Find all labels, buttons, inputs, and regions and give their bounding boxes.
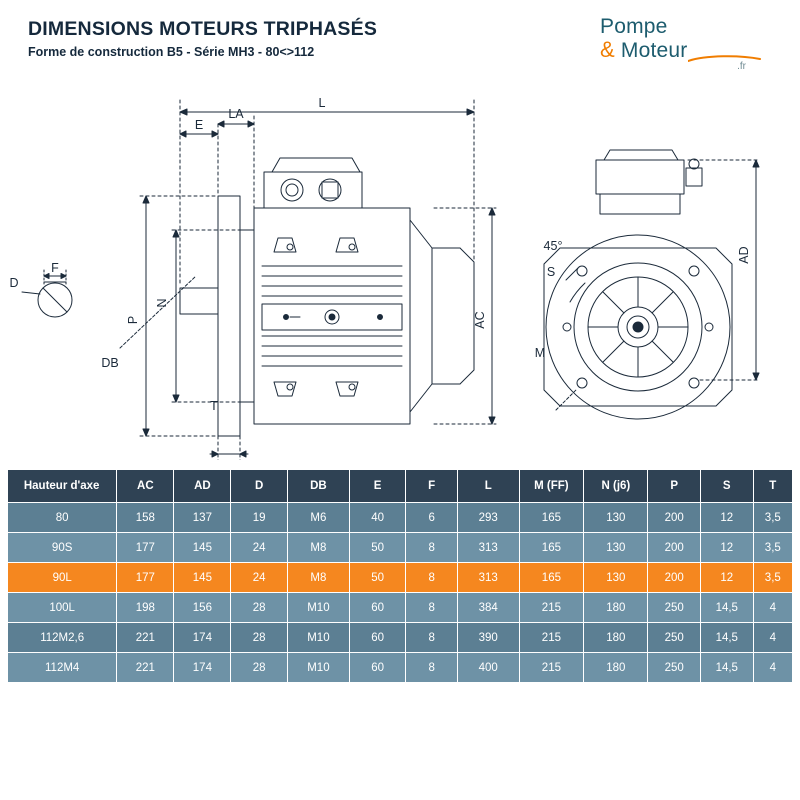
col-header-hauteur-daxe: Hauteur d'axe [8, 470, 117, 503]
table-cell: 198 [117, 593, 174, 623]
table-cell: 215 [519, 623, 584, 653]
table-cell: 145 [174, 533, 231, 563]
page-subtitle: Forme de construction B5 - Série MH3 - 80<>112 [28, 45, 315, 59]
table-cell: 250 [648, 623, 700, 653]
table-cell: M10 [287, 623, 349, 653]
col-header-p: P [648, 470, 700, 503]
title-block [28, 18, 377, 59]
table-row [8, 503, 792, 533]
table-cell: 180 [584, 653, 648, 683]
col-header-l: L [457, 470, 519, 503]
dimensions-table-container [8, 470, 792, 683]
col-header-f: F [406, 470, 457, 503]
table-cell: 8 [406, 533, 457, 563]
table-cell: M10 [287, 653, 349, 683]
shaft-detail-view [22, 270, 72, 317]
table-cell-hauteur-daxe: 80 [8, 503, 117, 533]
col-header-m-ff: M (FF) [519, 470, 584, 503]
drawing-svg [0, 80, 800, 460]
table-cell: 250 [648, 653, 700, 683]
page-header [0, 0, 800, 88]
table-row [8, 563, 792, 593]
table-cell: 28 [231, 593, 288, 623]
table-cell: 28 [231, 653, 288, 683]
table-cell: 3,5 [753, 503, 792, 533]
dim-label-E: E [194, 118, 204, 132]
col-header-n-j6: N (j6) [584, 470, 648, 503]
technical-drawing [0, 80, 800, 460]
logo-swoosh-icon [688, 54, 762, 64]
table-cell: 156 [174, 593, 231, 623]
table-cell: 215 [519, 653, 584, 683]
table-cell: 14,5 [700, 593, 753, 623]
table-row [8, 653, 792, 683]
table-cell: 130 [584, 503, 648, 533]
motor-front-view [544, 150, 732, 419]
table-cell: 4 [753, 653, 792, 683]
table-cell: 8 [406, 653, 457, 683]
table-cell: 400 [457, 653, 519, 683]
col-header-d: D [231, 470, 288, 503]
table-cell: 174 [174, 623, 231, 653]
logo-tld: .fr [737, 61, 746, 72]
table-cell: 50 [349, 563, 406, 593]
table-row [8, 533, 792, 563]
table-cell: 24 [231, 533, 288, 563]
table-cell: 40 [349, 503, 406, 533]
table-cell: 390 [457, 623, 519, 653]
table-cell: 6 [406, 503, 457, 533]
table-cell: 174 [174, 653, 231, 683]
logo-line2-text: Moteur [620, 39, 688, 62]
dim-label-AD: AD [737, 246, 751, 264]
table-cell: 313 [457, 533, 519, 563]
table-cell-hauteur-daxe: 100L [8, 593, 117, 623]
table-cell: 180 [584, 593, 648, 623]
table-cell-hauteur-daxe: 112M2,6 [8, 623, 117, 653]
table-row [8, 623, 792, 653]
table-cell: 221 [117, 653, 174, 683]
table-cell: 8 [406, 563, 457, 593]
table-cell-hauteur-daxe: 90L [8, 563, 117, 593]
table-cell: 221 [117, 623, 174, 653]
table-cell: 200 [648, 503, 700, 533]
dim-label-AC: AC [473, 311, 487, 329]
table-cell: 200 [648, 563, 700, 593]
table-cell-hauteur-daxe: 90S [8, 533, 117, 563]
col-header-e: E [349, 470, 406, 503]
table-cell: 12 [700, 563, 753, 593]
col-header-s: S [700, 470, 753, 503]
logo-line1: Pompe [600, 15, 668, 38]
table-cell: 177 [117, 563, 174, 593]
table-cell: 14,5 [700, 623, 753, 653]
table-cell: 200 [648, 533, 700, 563]
table-cell: 28 [231, 623, 288, 653]
table-cell: 313 [457, 563, 519, 593]
table-cell: 165 [519, 533, 584, 563]
table-cell: 3,5 [753, 533, 792, 563]
table-cell: 4 [753, 593, 792, 623]
col-header-db: DB [287, 470, 349, 503]
table-cell: M8 [287, 533, 349, 563]
table-cell: 130 [584, 533, 648, 563]
col-header-ac: AC [117, 470, 174, 503]
dim-label-D: D [9, 276, 19, 290]
table-cell: 177 [117, 533, 174, 563]
table-cell: 14,5 [700, 653, 753, 683]
brand-logo [600, 16, 778, 74]
table-cell: 158 [117, 503, 174, 533]
table-cell: 180 [584, 623, 648, 653]
table-row [8, 593, 792, 623]
dim-label-T: T [210, 399, 218, 413]
dim-label-LA: LA [228, 107, 244, 121]
col-header-ad: AD [174, 470, 231, 503]
dim-label-L: L [318, 96, 326, 110]
table-cell: 12 [700, 533, 753, 563]
table-cell: 8 [406, 623, 457, 653]
table-cell: 24 [231, 563, 288, 593]
table-cell: 60 [349, 653, 406, 683]
dim-label-M: M [534, 346, 546, 360]
dimensions-table [8, 470, 792, 683]
dim-label-P: P [126, 315, 140, 325]
dim-label-S: S [546, 265, 556, 279]
dim-label-N: N [155, 298, 169, 308]
table-body [8, 503, 792, 683]
table-cell: 145 [174, 563, 231, 593]
table-cell: 165 [519, 503, 584, 533]
table-cell: 8 [406, 593, 457, 623]
dim-label-DB: DB [101, 356, 119, 370]
table-cell: M8 [287, 563, 349, 593]
page-title: DIMENSIONS MOTEURS TRIPHASÉS [28, 18, 378, 40]
table-cell: 293 [457, 503, 519, 533]
table-cell: M10 [287, 593, 349, 623]
table-cell: 4 [753, 623, 792, 653]
dim-label-F: F [51, 261, 59, 275]
table-cell: 60 [349, 593, 406, 623]
table-cell: 50 [349, 533, 406, 563]
table-cell-hauteur-daxe: 112M4 [8, 653, 117, 683]
table-cell: 250 [648, 593, 700, 623]
table-cell: 137 [174, 503, 231, 533]
col-header-t: T [753, 470, 792, 503]
table-cell: 60 [349, 623, 406, 653]
table-header-row [8, 470, 792, 503]
table-cell: 384 [457, 593, 519, 623]
dim-label-angle: 45° [543, 239, 563, 253]
logo-ampersand: & [600, 37, 615, 62]
table-cell: M6 [287, 503, 349, 533]
table-cell: 165 [519, 563, 584, 593]
table-cell: 130 [584, 563, 648, 593]
motor-side-view [180, 158, 474, 436]
table-cell: 19 [231, 503, 288, 533]
table-cell: 3,5 [753, 563, 792, 593]
table-cell: 215 [519, 593, 584, 623]
table-cell: 12 [700, 503, 753, 533]
